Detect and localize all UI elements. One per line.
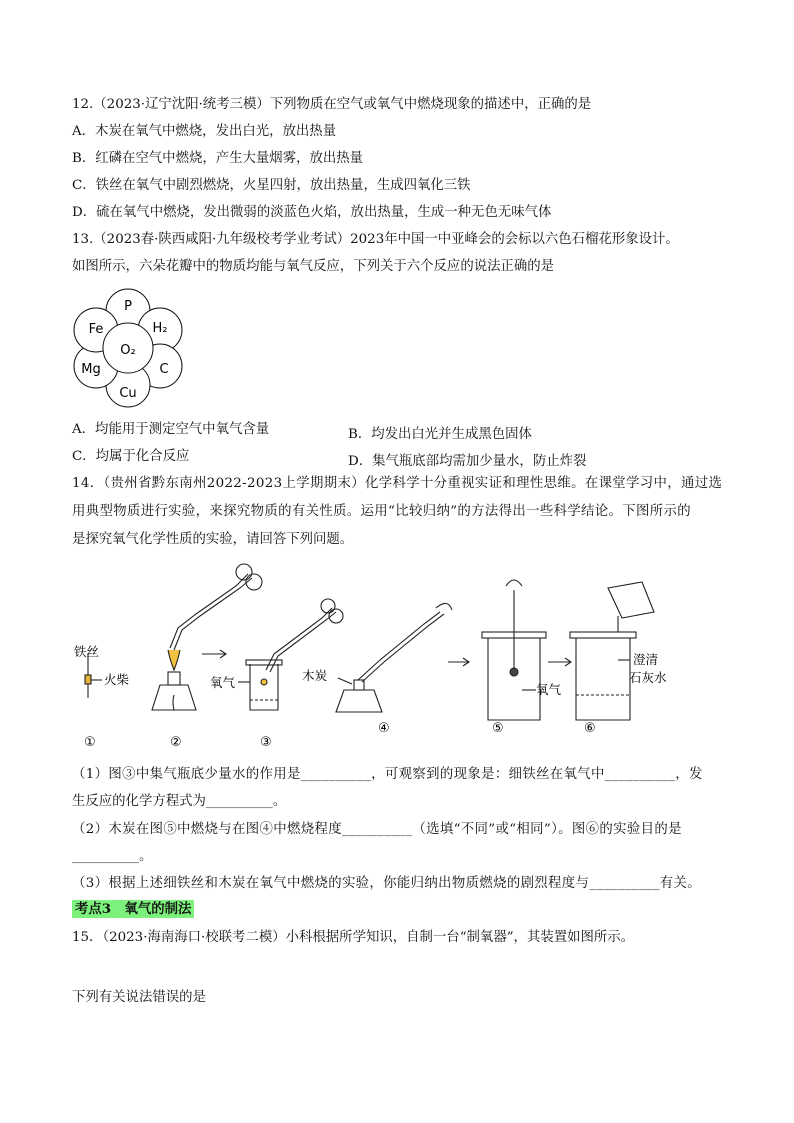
q14-sub2-line2: __________。 bbox=[72, 849, 153, 864]
center-label: O₂ bbox=[120, 343, 136, 358]
arrow-1 bbox=[202, 650, 226, 658]
q14-sub3: （3）根据上述细铁丝和木炭在氧气中燃烧的实验，你能归纳出物质燃烧的剧烈程度与__________有关。 bbox=[72, 876, 701, 891]
label-match: 火柴 bbox=[104, 672, 130, 687]
tongs-3 bbox=[358, 603, 452, 682]
label-limewater-1: 澄清 bbox=[633, 652, 659, 667]
q14-stem-line2: 用典型物质进行实验，来探究物质的有关性质。运用“比较归纳”的方法得出一些科学结论。下图所示的 bbox=[72, 504, 691, 519]
fig-num-1: ① bbox=[84, 735, 96, 750]
petal-label-c: C bbox=[159, 362, 169, 377]
fig-num-5: ⑤ bbox=[492, 721, 504, 736]
petal-label-p: P bbox=[124, 299, 132, 314]
flower-diagram bbox=[66, 285, 192, 411]
flame-1 bbox=[168, 650, 180, 670]
label-limewater-2: 石灰水 bbox=[629, 670, 667, 685]
fig-num-3: ③ bbox=[260, 735, 272, 750]
tongs-1 bbox=[170, 564, 262, 650]
q13-stem-line2: 如图所示，六朵花瓣中的物质均能与氧气反应，下列关于六个反应的说法正确的是 bbox=[72, 259, 555, 274]
label-oxygen-1: 氧气 bbox=[210, 675, 236, 690]
spark-1 bbox=[261, 679, 267, 685]
q14-stem-line1: 14．（贵州省黔东南州2022-2023上学期期末）化学科学十分重视实证和理性思维。在课堂学习中，通过选 bbox=[72, 476, 723, 491]
fig-num-4: ④ bbox=[378, 721, 390, 736]
tongs-2 bbox=[266, 599, 343, 672]
q12-option-c: C．铁丝在氧气中剧烈燃烧，火星四射，放出热量，生成四氧化三铁 bbox=[72, 178, 471, 193]
petal-label-mg: Mg bbox=[81, 362, 101, 377]
q12-option-b: B．红磷在空气中燃烧，产生大量烟雾，放出热量 bbox=[72, 151, 364, 166]
q14-sub2-line1: （2）木炭在图⑤中燃烧与在图④中燃烧程度__________（选填“不同”或“相同”）。图⑥的实验目的是 bbox=[72, 822, 682, 837]
label-charcoal: 木炭 bbox=[302, 668, 328, 683]
label-oxygen-2: 氧气 bbox=[536, 682, 562, 697]
charcoal-pointer bbox=[338, 678, 352, 684]
fig-num-2: ② bbox=[170, 735, 182, 750]
arrow-3 bbox=[548, 658, 571, 666]
q14-stem-line3: 是探究氧气化学性质的实验，请回答下列问题。 bbox=[72, 532, 354, 547]
section-label: 考点3 氧气的制法 bbox=[72, 900, 194, 918]
q14-sub1-line1: （1）图③中集气瓶底少量水的作用是__________，可观察到的现象是：细铁丝在氧气中__________，发 bbox=[72, 767, 703, 782]
petal-label-cu: Cu bbox=[119, 386, 137, 401]
q13-option-d: D．集气瓶底部均需加少量水，防止炸裂 bbox=[348, 454, 587, 469]
petal-label-fe: Fe bbox=[88, 322, 104, 337]
arrow-2 bbox=[448, 658, 469, 666]
gas-jar-5 bbox=[482, 580, 546, 720]
label-iron-wire: 铁丝 bbox=[74, 644, 100, 659]
match-head bbox=[85, 675, 91, 684]
petal-label-h2: H₂ bbox=[152, 321, 168, 336]
oxygen-experiment-figure bbox=[70, 560, 670, 755]
q13-stem-line1: 13.（2023春·陕西咸阳·九年级校考学业考试）2023年中国一中亚峰会的会标以六色石榴花形象设计。 bbox=[72, 232, 679, 247]
fig-num-6: ⑥ bbox=[584, 721, 596, 736]
section-header bbox=[72, 903, 194, 916]
q13-option-b: B．均发出白光并生成黑色固体 bbox=[348, 427, 532, 442]
charcoal-burning bbox=[510, 668, 518, 676]
q13-option-a: A．均能用于测定空气中氧气含量 bbox=[72, 422, 270, 437]
alcohol-lamp-2 bbox=[336, 680, 382, 712]
q12-stem: 12.（2023·辽宁沈阳·统考三模）下列物质在空气或氧气中燃烧现象的描述中，正确的是 bbox=[72, 97, 592, 112]
q12-option-a: A．木炭在氧气中燃烧，发出白光，放出热量 bbox=[72, 124, 337, 139]
q14-sub1-line2: 生反应的化学方程式为__________。 bbox=[72, 794, 287, 809]
beaker bbox=[608, 582, 654, 632]
q12-option-d: D．硫在氧气中燃烧，发出微弱的淡蓝色火焰，放出热量，生成一种无色无味气体 bbox=[72, 205, 552, 220]
q15-stem: 15．（2023·海南海口·校联考二模）小科根据所学知识，自制一台“制氧器”，其装置如图所示。 bbox=[72, 930, 635, 945]
gas-jar-6 bbox=[570, 632, 636, 720]
q15-tail: 下列有关说法错误的是 bbox=[72, 990, 206, 1005]
q13-option-c: C．均属于化合反应 bbox=[72, 449, 190, 464]
alcohol-lamp-1 bbox=[152, 672, 196, 710]
